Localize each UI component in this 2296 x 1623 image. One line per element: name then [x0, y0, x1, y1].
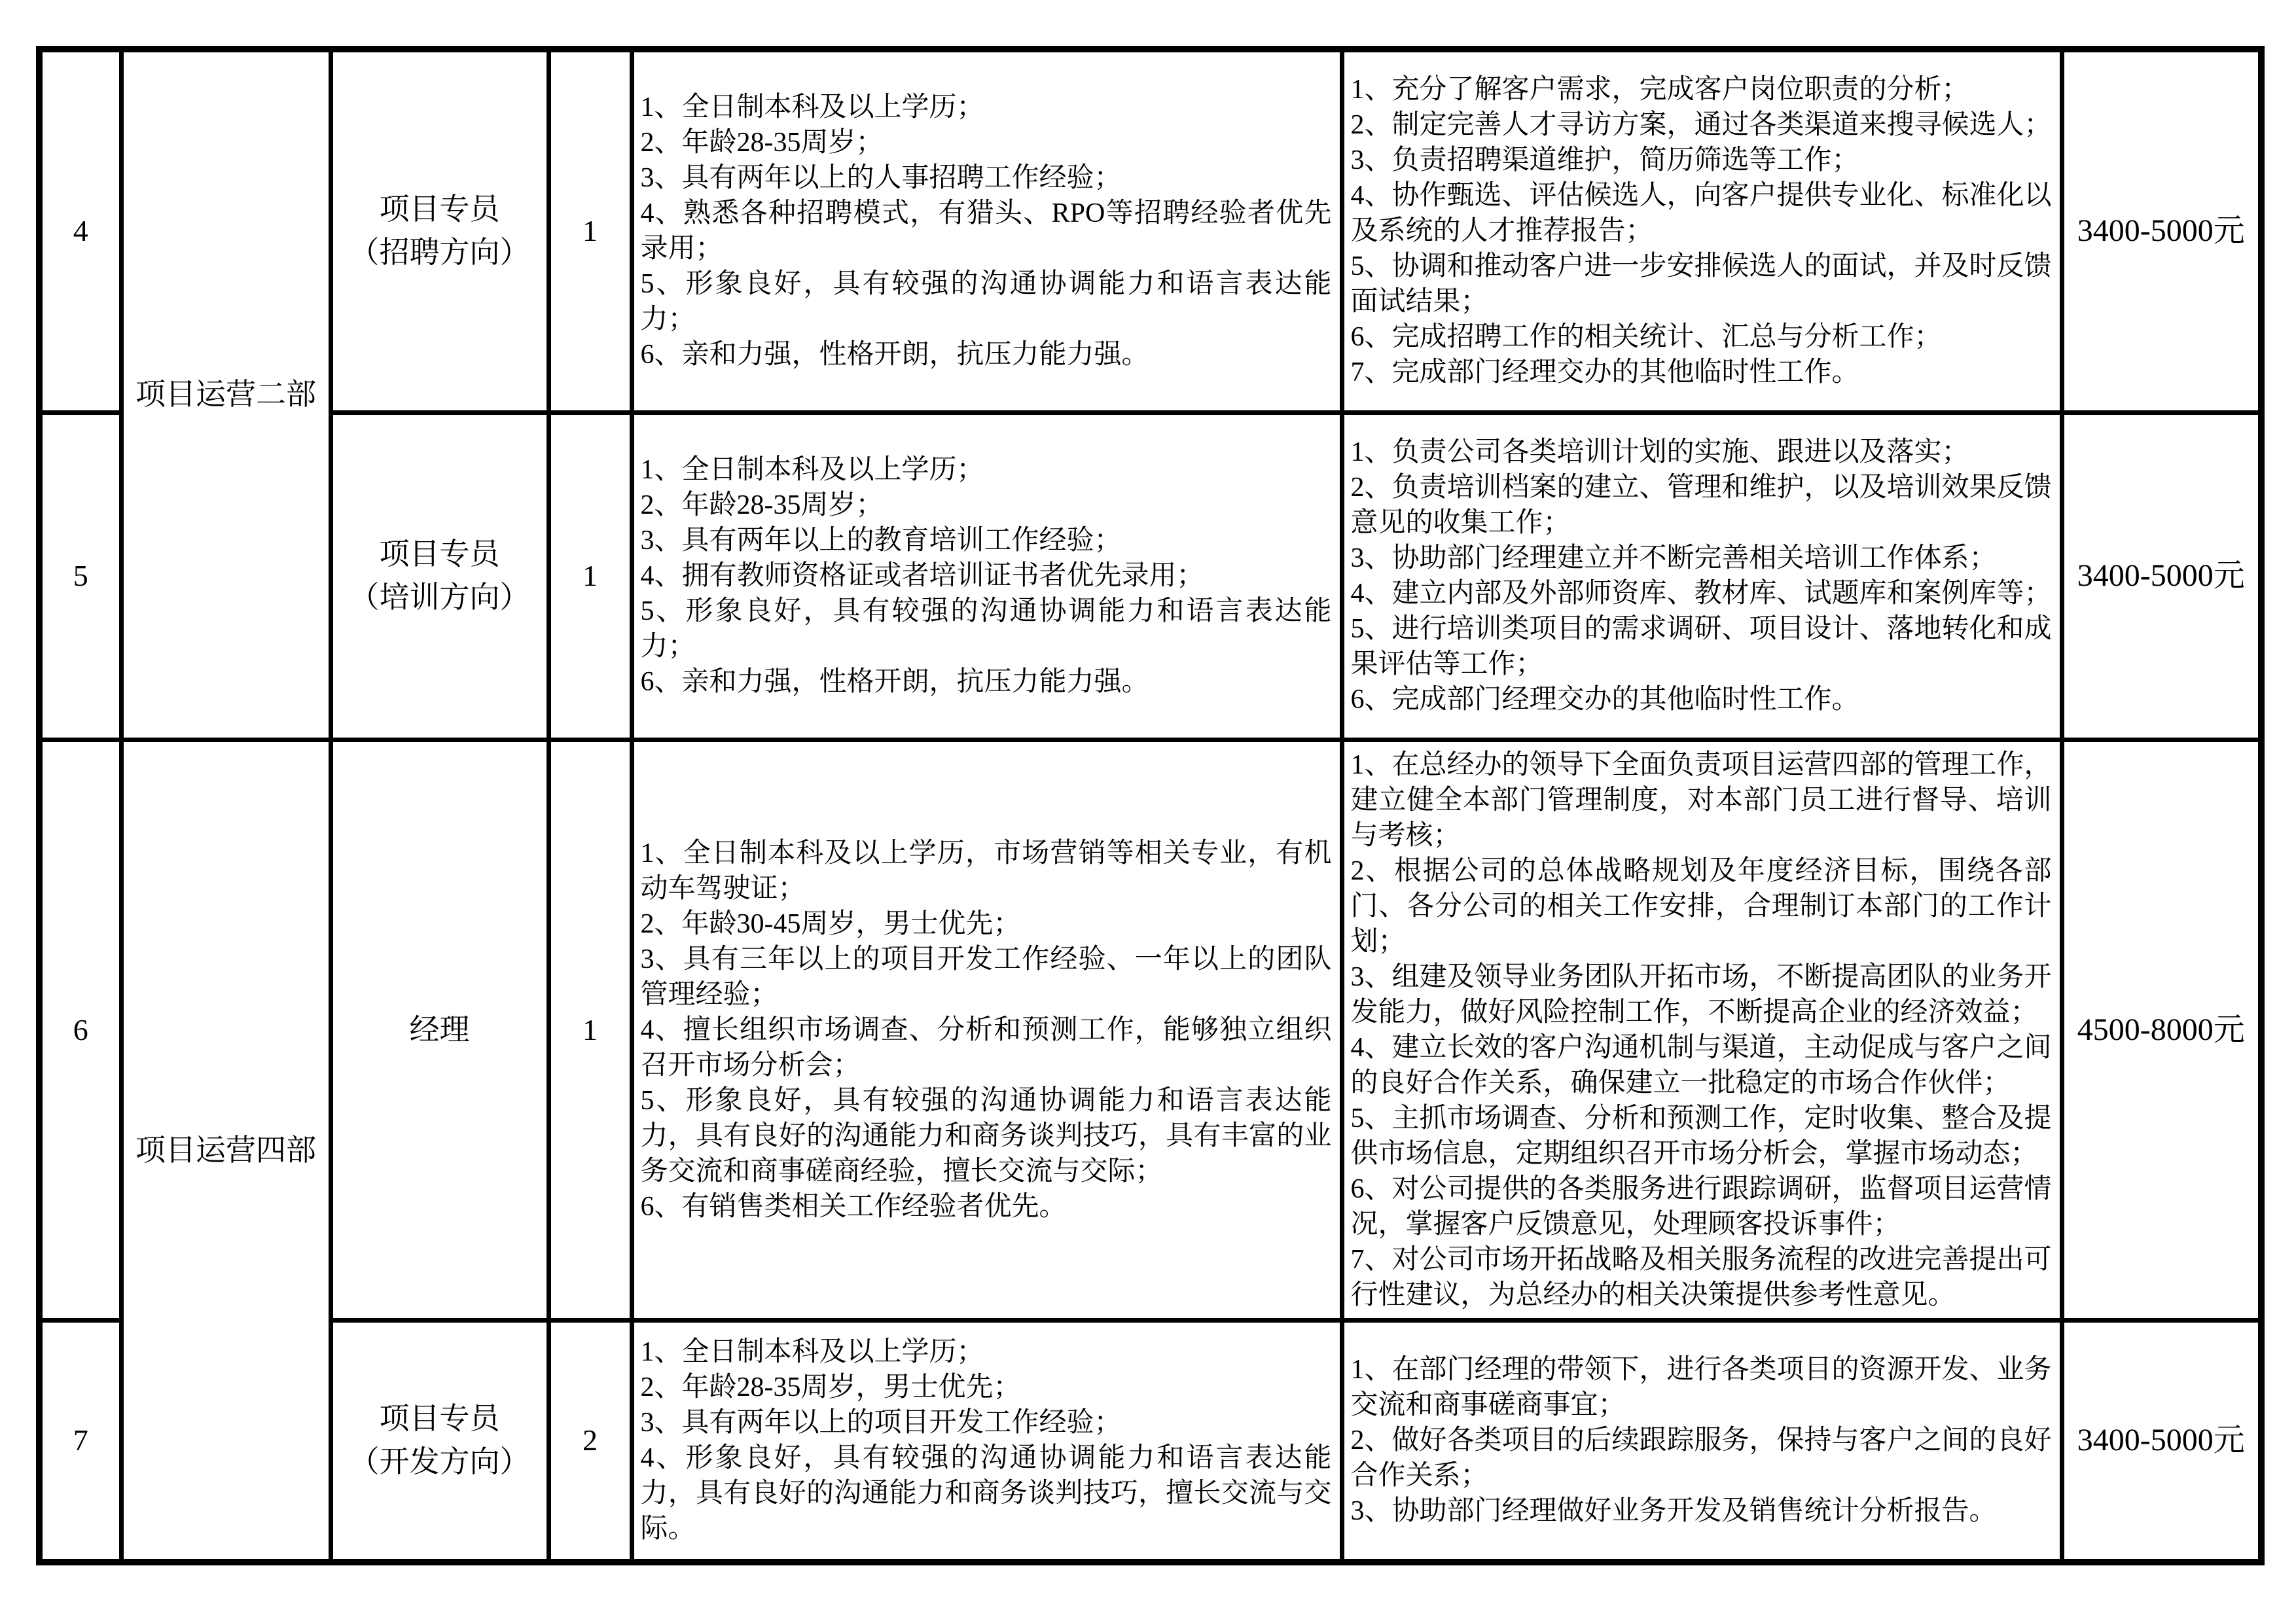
text-line: 1、在部门经理的带领下，进行各类项目的资源开发、业务交流和商事磋商事宜； [1350, 1355, 2052, 1421]
text-line: 1、充分了解客户需求，完成客户岗位职责的分析； [1350, 75, 1969, 105]
text-line: 4、建立内部及外部师资库、教材库、试题库和案例库等； [1350, 579, 2052, 609]
text-line: 2、年龄28-35周岁，男士优先； [640, 1372, 1021, 1403]
department-cell: 项目运营二部 [121, 49, 331, 740]
job-positions-table [36, 46, 2265, 1565]
text-line: 6、完成招聘工作的相关统计、汇总与分析工作； [1350, 322, 1942, 353]
text-line: 4、拥有教师资格证或者培训证书者优先录用； [640, 561, 1204, 591]
text-line: 7、完成部门经理交办的其他临时性工作。 [1350, 357, 1859, 388]
position-cell [331, 1320, 548, 1562]
headcount-cell: 1 [548, 49, 632, 412]
text-line: 3、具有两年以上的教育培训工作经验； [640, 526, 1122, 556]
text-line: 2、做好各类项目的后续跟踪服务，保持与客户之间的良好合作关系； [1350, 1425, 2052, 1491]
text-line: 3、具有三年以上的项目开发工作经验、一年以上的团队管理经验； [640, 944, 1332, 1010]
text-line: 1、全日制本科及以上学历； [640, 455, 984, 485]
text-line: 经理 [409, 1012, 470, 1046]
duties-cell [1342, 740, 2062, 1320]
row-number: 7 [39, 1320, 121, 1562]
requirements-cell [632, 412, 1342, 740]
text-line: 4、形象良好，具有较强的沟通协调能力和语言表达能力，具有良好的沟通能力和商务谈判技巧，擅长交流与交际。 [640, 1443, 1332, 1544]
text-line: 6、亲和力强，性格开朗，抗压力能力强。 [640, 667, 1149, 697]
requirements-cell [632, 49, 1342, 412]
salary-cell: 3400-5000元 [2062, 412, 2261, 740]
text-line: 2、年龄28-35周岁； [640, 490, 884, 520]
text-line: （开发方向） [349, 1445, 530, 1479]
text-line: 6、完成部门经理交办的其他临时性工作。 [1350, 685, 1859, 715]
duties-cell [1342, 412, 2062, 740]
requirements-cell [632, 740, 1342, 1320]
text-line: 4、擅长组织市场调查、分析和预测工作，能够独立组织召开市场分析会； [640, 1014, 1332, 1080]
salary-cell: 3400-5000元 [2062, 1320, 2261, 1562]
text-line: 5、进行培训类项目的需求调研、项目设计、落地转化和成果评估等工作； [1350, 614, 2052, 679]
headcount-cell: 1 [548, 740, 632, 1320]
text-line: 6、亲和力强，性格开朗，抗压力能力强。 [640, 340, 1149, 370]
text-line: 5、形象良好，具有较强的沟通协调能力和语言表达能力； [640, 596, 1332, 662]
text-line: 5、形象良好，具有较强的沟通协调能力和语言表达能力； [640, 269, 1332, 335]
text-line: （招聘方向） [349, 236, 530, 270]
text-line: 3、具有两年以上的项目开发工作经验； [640, 1408, 1122, 1438]
text-line: 3、协助部门经理做好业务开发及销售统计分析报告。 [1350, 1496, 1997, 1527]
text-line: 6、对公司提供的各类服务进行跟踪调研，监督项目运营情况，掌握客户反馈意见，处理顾客投诉事件； [1350, 1173, 2052, 1240]
text-line: 2、负责培训档案的建立、管理和维护，以及培训效果反馈意见的收集工作； [1350, 473, 2052, 538]
text-line: 1、全日制本科及以上学历； [640, 92, 984, 123]
text-line: 1、全日制本科及以上学历； [640, 1337, 984, 1368]
table-row-4 [39, 49, 2261, 412]
row-number: 4 [39, 49, 121, 412]
text-line: 2、年龄28-35周岁； [640, 128, 884, 158]
text-line: 3、负责招聘渠道维护，简历筛选等工作； [1350, 145, 1859, 176]
text-line: （培训方向） [349, 580, 530, 614]
row-number: 6 [39, 740, 121, 1320]
text-line: 2、年龄30-45周岁，男士优先； [640, 908, 1021, 939]
duties-cell [1342, 49, 2062, 412]
text-line: 项目专员 [379, 192, 500, 226]
table-row-7 [39, 1320, 2261, 1562]
text-line: 3、组建及领导业务团队开拓市场，不断提高团队的业务开发能力，做好风险控制工作，不断提高企业的经济效益； [1350, 961, 2052, 1027]
duties-cell [1342, 1320, 2062, 1562]
text-line: 2、根据公司的总体战略规划及年度经济目标，围绕各部门、各分公司的相关工作安排，合理制订本部门的工作计划； [1350, 855, 2052, 957]
text-line: 1、全日制本科及以上学历，市场营销等相关专业，有机动车驾驶证； [640, 838, 1332, 904]
headcount-cell: 2 [548, 1320, 632, 1562]
text-line: 1、负责公司各类培训计划的实施、跟进以及落实； [1350, 437, 1969, 467]
row-number: 5 [39, 412, 121, 740]
text-line: 1、在总经办的领导下全面负责项目运营四部的管理工作，建立健全本部门管理制度，对本部门员工进行督导、培训与考核； [1350, 749, 2052, 851]
text-line: 5、形象良好，具有较强的沟通协调能力和语言表达能力，具有良好的沟通能力和商务谈判技巧，具有丰富的业务交流和商事磋商经验，擅长交流与交际； [640, 1085, 1332, 1186]
headcount-cell: 1 [548, 412, 632, 740]
text-line: 5、主抓市场调查、分析和预测工作，定时收集、整合及提供市场信息，定期组织召开市场分析会，掌握市场动态； [1350, 1103, 2052, 1169]
text-line: 3、协助部门经理建立并不断完善相关培训工作体系； [1350, 543, 1997, 573]
text-line: 7、对公司市场开拓战略及相关服务流程的改进完善提出可行性建议，为总经办的相关决策提供参考性意见。 [1350, 1244, 2052, 1310]
text-line: 4、熟悉各种招聘模式，有猎头、RPO等招聘经验者优先录用； [640, 198, 1332, 264]
position-cell [331, 740, 548, 1320]
table-row-5 [39, 412, 2261, 740]
text-line: 4、协作甄选、评估候选人，向客户提供专业化、标准化以及系统的人才推荐报告； [1350, 181, 2052, 247]
salary-cell: 3400-5000元 [2062, 49, 2261, 412]
text-line: 5、协调和推动客户进一步安排候选人的面试，并及时反馈面试结果； [1350, 251, 2052, 317]
text-line: 2、制定完善人才寻访方案，通过各类渠道来搜寻候选人； [1350, 110, 2052, 141]
department-cell: 项目运营四部 [121, 740, 331, 1562]
text-line: 6、有销售类相关工作经验者优先。 [640, 1191, 1067, 1222]
salary-cell: 4500-8000元 [2062, 740, 2261, 1320]
text-line: 3、具有两年以上的人事招聘工作经验； [640, 163, 1122, 194]
position-cell [331, 412, 548, 740]
text-line: 4、建立长效的客户沟通机制与渠道，主动促成与客户之间的良好合作关系，确保建立一批稳定的市场合作伙伴； [1350, 1032, 2052, 1098]
text-line: 项目专员 [379, 537, 500, 571]
table-row-6 [39, 740, 2261, 1320]
text-line: 项目专员 [379, 1402, 500, 1436]
position-cell [331, 49, 548, 412]
requirements-cell [632, 1320, 1342, 1562]
